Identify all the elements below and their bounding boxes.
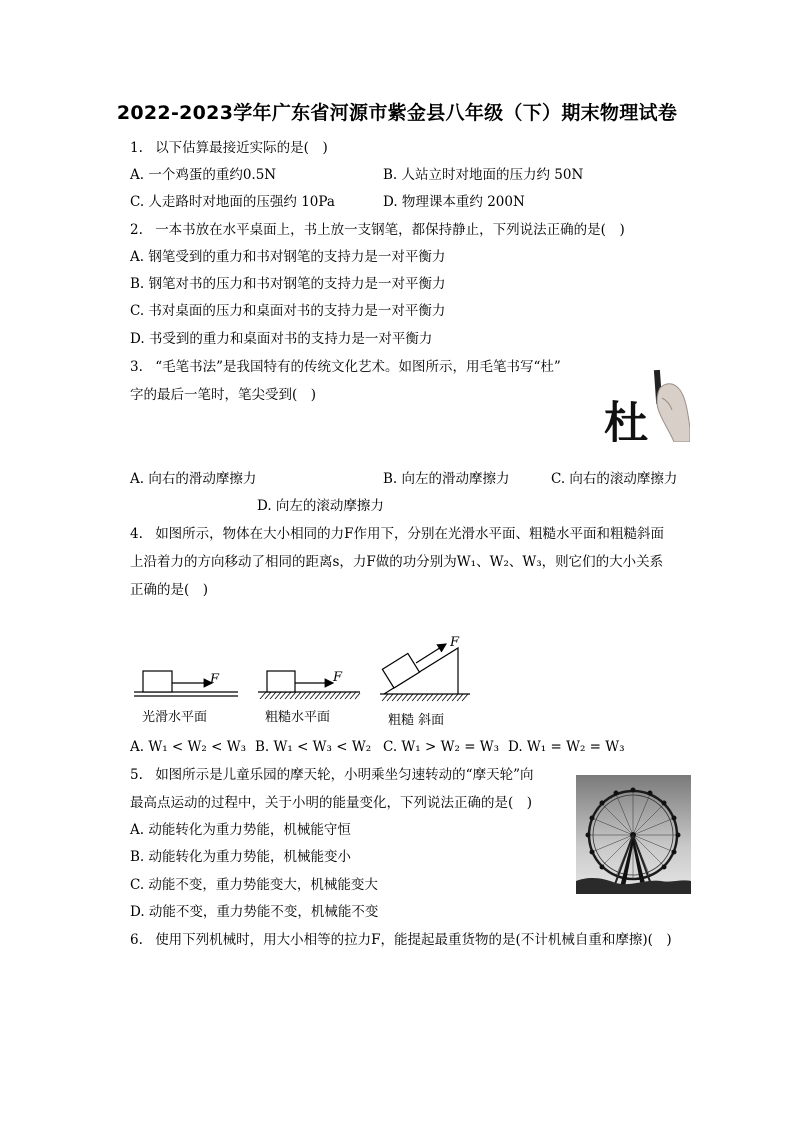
rough-incline-diagram	[380, 635, 470, 701]
force-diagram	[128, 628, 478, 732]
q1-option-b: B. 人站立时对地面的压力约 50N	[383, 167, 584, 183]
q2-option-d: D. 书受到的重力和桌面对书的支持力是一对平衡力	[130, 331, 433, 347]
question-number: 2.	[130, 222, 143, 238]
q1-option-d: D. 物理课本重约 200N	[383, 194, 525, 210]
q3-option-c: C. 向右的滚动摩擦力	[551, 471, 678, 487]
q1-option-a: A. 一个鸡蛋的重约0.5N	[130, 167, 277, 183]
force-arrow	[416, 644, 446, 663]
block	[267, 671, 295, 692]
q2-option-c: C. 书对桌面的压力和桌面对书的支持力是一对平衡力	[130, 303, 446, 319]
block	[143, 671, 172, 692]
question-stem-continued: 字的最后一笔时，笔尖受到( )	[130, 387, 317, 403]
calligraphy-figure	[604, 368, 690, 442]
question-number: 1.	[130, 140, 143, 156]
force-label: F	[210, 672, 220, 687]
question-stem: “毛笔书法”是我国特有的传统文化艺术。如图所示，用毛笔书写“杜”	[155, 359, 561, 375]
block	[382, 653, 419, 688]
smooth-surface-diagram	[134, 671, 238, 696]
q4-option-b: B. W₁ < W₃ < W₂	[255, 739, 372, 755]
q2-option-b: B. 钢笔对书的压力和书对钢笔的支持力是一对平衡力	[130, 276, 446, 292]
question-stem-continued: 最高点运动的过程中，关于小明的能量变化，下列说法正确的是( )	[130, 795, 533, 811]
q5-option-d: D. 动能不变，重力势能不变，机械能不变	[130, 904, 379, 920]
question-stem: 以下估算最接近实际的是( )	[155, 140, 328, 156]
question-stem: 如图所示，物体在大小相同的力F作用下，分别在光滑水平面、粗糙水平面和粗糙斜面	[155, 526, 665, 542]
question-5	[130, 766, 534, 784]
calligraphy-char: 杜	[604, 398, 648, 442]
rough-surface-diagram	[258, 670, 360, 699]
page-title: 2022-2023学年广东省河源市紫金县八年级（下）期末物理试卷	[116, 102, 678, 124]
question-number: 3.	[130, 359, 143, 375]
question-1	[130, 139, 328, 157]
question-number: 5.	[130, 767, 143, 783]
q4-option-c: C. W₁ > W₂ = W₃	[383, 739, 500, 755]
caption-rough: 粗糙水平面	[265, 710, 331, 725]
force-label: F	[333, 670, 343, 685]
q3-option-b: B. 向左的滑动摩擦力	[383, 471, 510, 487]
force-label: F	[450, 635, 460, 650]
q4-option-d: D. W₁ = W₂ = W₃	[508, 739, 625, 755]
q3-option-a: A. 向右的滑动摩擦力	[130, 471, 257, 487]
caption-incline: 粗糙 斜面	[388, 713, 445, 728]
question-stem: 一本书放在水平桌面上，书上放一支钢笔，都保持静止，下列说法正确的是( )	[155, 222, 625, 238]
question-3	[130, 358, 561, 376]
question-stem: 如图所示是儿童乐园的摩天轮，小明乘坐匀速转动的“摩天轮”向	[155, 767, 534, 783]
q4-option-a: A. W₁ < W₂ < W₃	[130, 739, 246, 755]
q5-option-a: A. 动能转化为重力势能，机械能守恒	[130, 822, 351, 838]
question-2	[130, 221, 625, 239]
q2-option-a: A. 钢笔受到的重力和书对钢笔的支持力是一对平衡力	[130, 249, 446, 265]
question-stem-continued: 上沿着力的方向移动了相同的距离s，力F做的功分别为W₁、W₂、W₃，则它们的大小关系	[130, 554, 664, 570]
q5-option-b: B. 动能转化为重力势能，机械能变小	[130, 849, 352, 865]
ferris-wheel-photo	[576, 775, 691, 894]
q5-option-c: C. 动能不变，重力势能变大，机械能变大	[130, 877, 378, 893]
caption-smooth: 光滑水平面	[142, 710, 208, 725]
question-4	[130, 525, 664, 543]
question-6	[130, 931, 672, 949]
question-number: 4.	[130, 526, 143, 542]
q1-option-c: C. 人走路时对地面的压强约 10Pa	[130, 194, 335, 210]
q3-option-d: D. 向左的滚动摩擦力	[257, 498, 384, 514]
question-stem-continued: 正确的是( )	[130, 582, 209, 598]
question-number: 6.	[130, 932, 143, 948]
hand-icon	[657, 384, 690, 442]
question-stem: 使用下列机械时，用大小相等的拉力F，能提起最重货物的是(不计机械自重和摩擦)( )	[155, 932, 672, 948]
